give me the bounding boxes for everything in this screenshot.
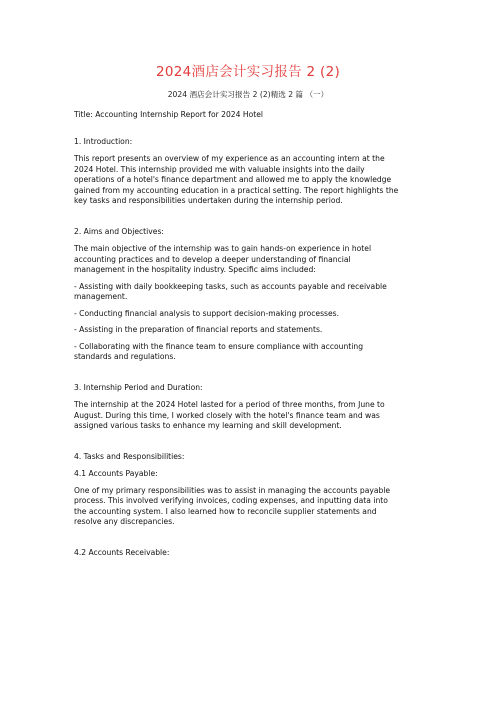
text-line: August. During this time, I worked closely with the hotel's finance team and was <box>74 410 380 420</box>
section-1-heading: 1. Introduction: <box>74 136 133 146</box>
subsection-4-2-heading: 4.2 Accounts Receivable: <box>74 547 170 557</box>
text-line: resolve any discrepancies. <box>74 517 175 526</box>
text-line: operations of a hotel's finance department and allowed me to apply the knowledge <box>74 175 392 184</box>
bullet-item <box>74 325 424 336</box>
text-line: assigned various tasks to enhance my learning and skill development. <box>74 421 342 430</box>
text-line: The internship at the 2024 Hotel lasted for a period of three months, from June to <box>74 400 385 409</box>
text-line: the accounting system. I also learned how to reconcile supplier statements and <box>74 506 377 516</box>
section-3-paragraph <box>74 400 424 432</box>
bullet-item <box>74 309 424 320</box>
subsection-4-1-paragraph <box>74 486 424 528</box>
document-body <box>74 110 424 565</box>
section-3-heading: 3. Internship Period and Duration: <box>74 382 203 392</box>
bullet-item <box>74 342 424 363</box>
text-line: - Conducting financial analysis to support decision-making processes. <box>74 308 340 318</box>
text-line: One of my primary responsibilities was to assist in managing the accounts payable <box>74 485 391 495</box>
text-line: - Assisting in the preparation of financial reports and statements. <box>74 325 323 334</box>
text-line: process. This involved verifying invoices, coding expenses, and inputting data into <box>74 496 388 505</box>
text-line: key tasks and responsibilities undertaken during the internship period. <box>74 196 343 205</box>
text-line: This report presents an overview of my experience as an accounting intern at the <box>74 154 385 163</box>
section-4-heading: 4. Tasks and Responsibilities: <box>74 451 185 461</box>
document-subtitle: 2024 酒店会计实习报告 2 (2)精选 2 篇 （一） <box>167 90 329 99</box>
text-line: management in the hospitality industry. Specific aims included: <box>74 265 316 274</box>
text-line: gained from my accounting education in a practical setting. The report highlights the <box>74 185 399 195</box>
subsection-4-1-heading: 4.1 Accounts Payable: <box>74 469 158 478</box>
report-title: Title: Accounting Internship Report for 2024 Hotel <box>74 110 263 119</box>
text-line: standards and regulations. <box>74 352 176 361</box>
section-2-paragraph <box>74 244 424 276</box>
section-2-heading: 2. Aims and Objectives: <box>74 226 164 236</box>
section-1-paragraph <box>74 154 424 207</box>
text-line: - Assisting with daily bookkeeping tasks, such as accounts payable and receivable <box>74 281 387 291</box>
document-main-title: 2024酒店会计实习报告 2 (2) <box>155 64 341 80</box>
text-line: accounting practices and to develop a deeper understanding of financial <box>74 254 351 264</box>
text-line: The main objective of the internship was to gain hands-on experience in hotel <box>74 244 372 253</box>
text-line: - Collaborating with the finance team to ensure compliance with accounting <box>74 341 364 351</box>
text-line: management. <box>74 292 128 301</box>
bullet-item <box>74 282 424 303</box>
text-line: 2024 Hotel. This internship provided me with valuable insights into the daily <box>74 164 365 174</box>
